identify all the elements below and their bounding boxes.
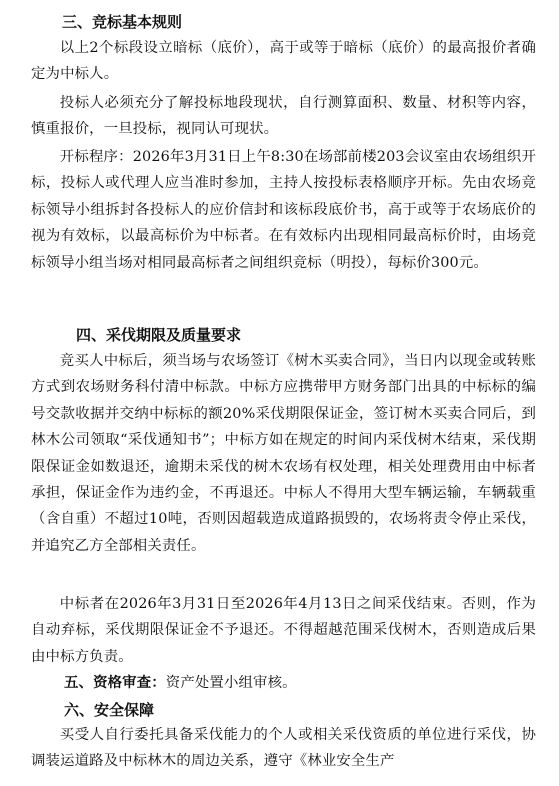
section-5-text: 资产处置小组审核。 xyxy=(165,675,297,691)
section-6-paragraph-1: 买受人自行委托具备采伐能力的个人或相关采伐资质的单位进行采伐，协调装运道路及中标林木的周边关系，遵守《林业安全生产 xyxy=(31,727,536,770)
section-3-paragraph-2: 投标人必须充分了解投标地段现状，自行测算面积、数量、材积等内容，慎重报价，一旦投标，视同认可现状。 xyxy=(31,95,536,138)
section-4-paragraph-2: 中标者在2026年3月31日至2026年4月13日之间采伐结束。否则，作为自动弃标，采伐期限保证金不予退还。不得超越范围采伐树木，否则造成后果由中标方负责。 xyxy=(31,596,536,665)
section-3-paragraph-3: 开标程序：2026年3月31日上午8:30在场部前楼203会议室由农场组织开标，投标人或代理人应当准时参加，主持人按投标表格顺序开标。先由农场竞标领导小组拆封各投标人的应价信封和该标段底价书，高于或等于农场底价的视为有效标，以最高标价为中标者。在有效标内出现相同最高标价时，由场竞标领导小组当场对相同最高标者之间组织竞标（明投），每标价300元。 xyxy=(31,149,536,271)
section-6-heading: 六、安全保障 xyxy=(64,701,155,719)
section-3-heading: 三、竞标基本规则 xyxy=(62,13,183,31)
section-4-paragraph-1: 竞买人中标后，须当场与农场签订《树木买卖合同》，当日内以现金或转账方式到农场财务科付清中标款。中标方应携带甲方财务部门出具的中标标的编号交款收据并交纳中标标的额20%采伐期限保证金，签订树木买卖合同后，到林木公司领取“采伐通知书”；中标方如在规定的时间内采伐树木结束，采伐期限保证金如数退还，逾期未采伐的树木农场有权处理，相关处理费用由中标者承担，保证金作为违约金，不再退还。中标人不得用大型车辆运输，车辆载重（含自重）不超过10吨，否则因超载造成道路损毁的，农场将责令停止采伐，并追究乙方全部相关责任。 xyxy=(31,353,536,554)
section-5-heading: 五、资格审查： xyxy=(64,675,166,691)
section-5-line xyxy=(64,670,534,696)
section-3-paragraph-1: 以上2个标段设立暗标（底价），高于或等于暗标（底价）的最高报价者确定为中标人。 xyxy=(31,40,536,83)
section-4-heading: 四、采伐期限及质量要求 xyxy=(76,326,242,344)
